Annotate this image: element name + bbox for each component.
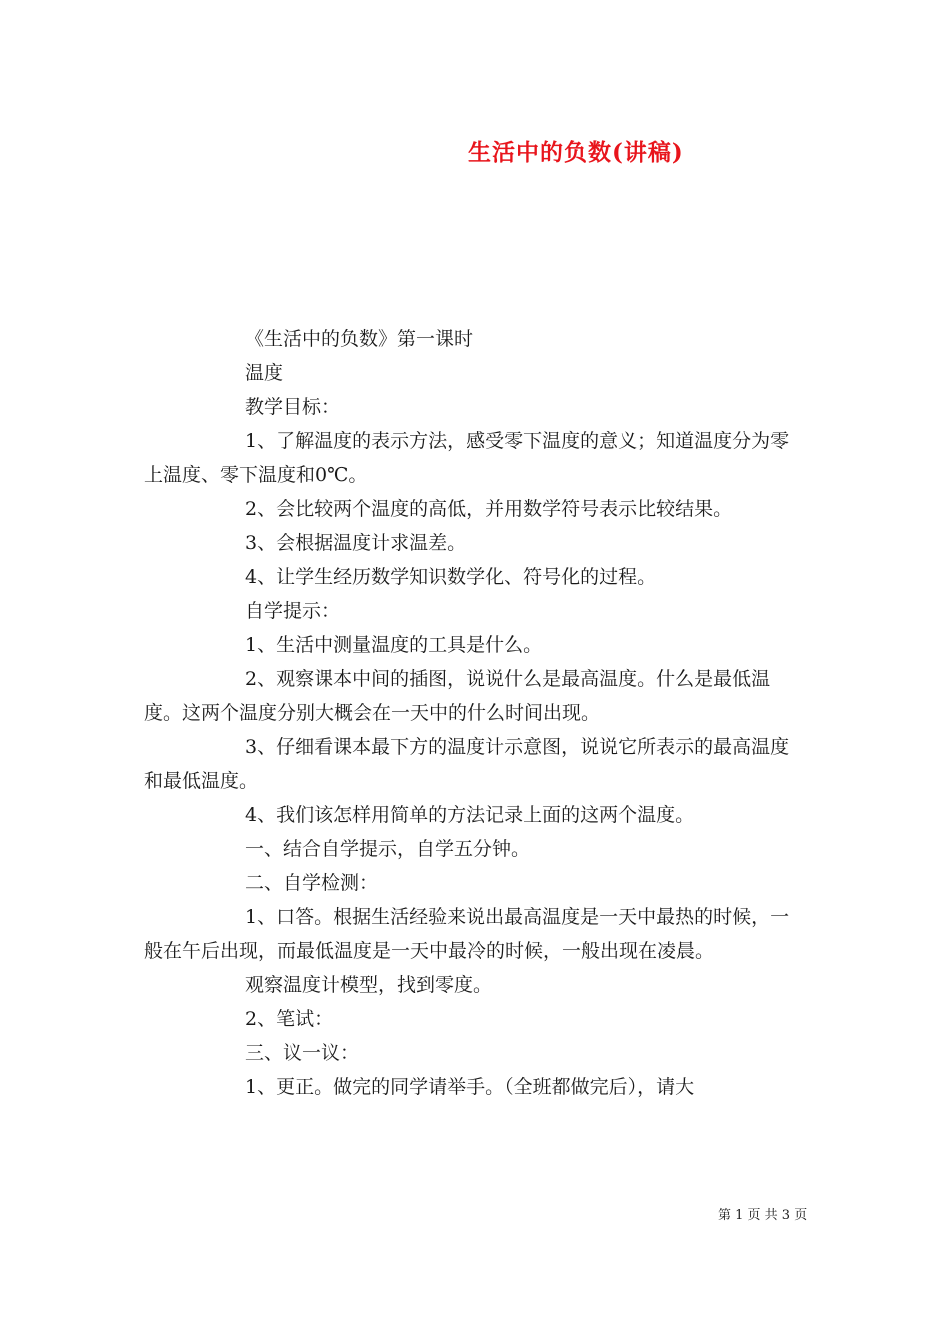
self-study-item: 2、观察课本中间的插图，说说什么是最高温度。什么是最低温度。这两个温度分别大概会在一天中的什么时间出现。 (144, 668, 771, 724)
self-study-item: 1、生活中测量温度的工具是什么。 (245, 634, 543, 656)
self-study-item: 3、仔细看课本最下方的温度计示意图，说说它所表示的最高温度和最低温度。 (144, 736, 790, 792)
check-note: 观察温度计模型，找到零度。 (245, 974, 493, 996)
section-heading-objectives: 教学目标： (245, 396, 341, 418)
objective-item: 2、会比较两个温度的高低，并用数学符号表示比较结果。 (245, 498, 733, 520)
step-heading: 二、自学检测： (245, 872, 379, 894)
section-heading-self-study: 自学提示： (245, 600, 341, 622)
document-body (144, 322, 808, 1104)
objective-item: 1、了解温度的表示方法，感受零下温度的意义；知道温度分为零上温度、零下温度和0℃。 (144, 430, 790, 486)
lesson-heading: 《生活中的负数》第一课时 (245, 328, 474, 350)
topic-label: 温度 (245, 362, 284, 384)
step-heading: 一、结合自学提示，自学五分钟。 (245, 838, 531, 860)
check-item: 2、笔试： (245, 1008, 334, 1030)
document-title: 生活中的负数(讲稿) (468, 139, 684, 166)
check-item: 1、口答。根据生活经验来说出最高温度是一天中最热的时候，一般在午后出现，而最低温度是一天中最冷的时候，一般出现在凌晨。 (144, 906, 790, 962)
step-heading: 三、议一议： (245, 1042, 360, 1064)
objective-item: 4、让学生经历数学知识数学化、符号化的过程。 (245, 566, 657, 588)
page-footer: 第 1 页 共 3 页 (718, 1208, 808, 1223)
discussion-item: 1、更正。做完的同学请举手。（全班都做完后），请大 (245, 1076, 695, 1098)
self-study-item: 4、我们该怎样用简单的方法记录上面的这两个温度。 (245, 804, 695, 826)
objective-item: 3、会根据温度计求温差。 (245, 532, 467, 554)
